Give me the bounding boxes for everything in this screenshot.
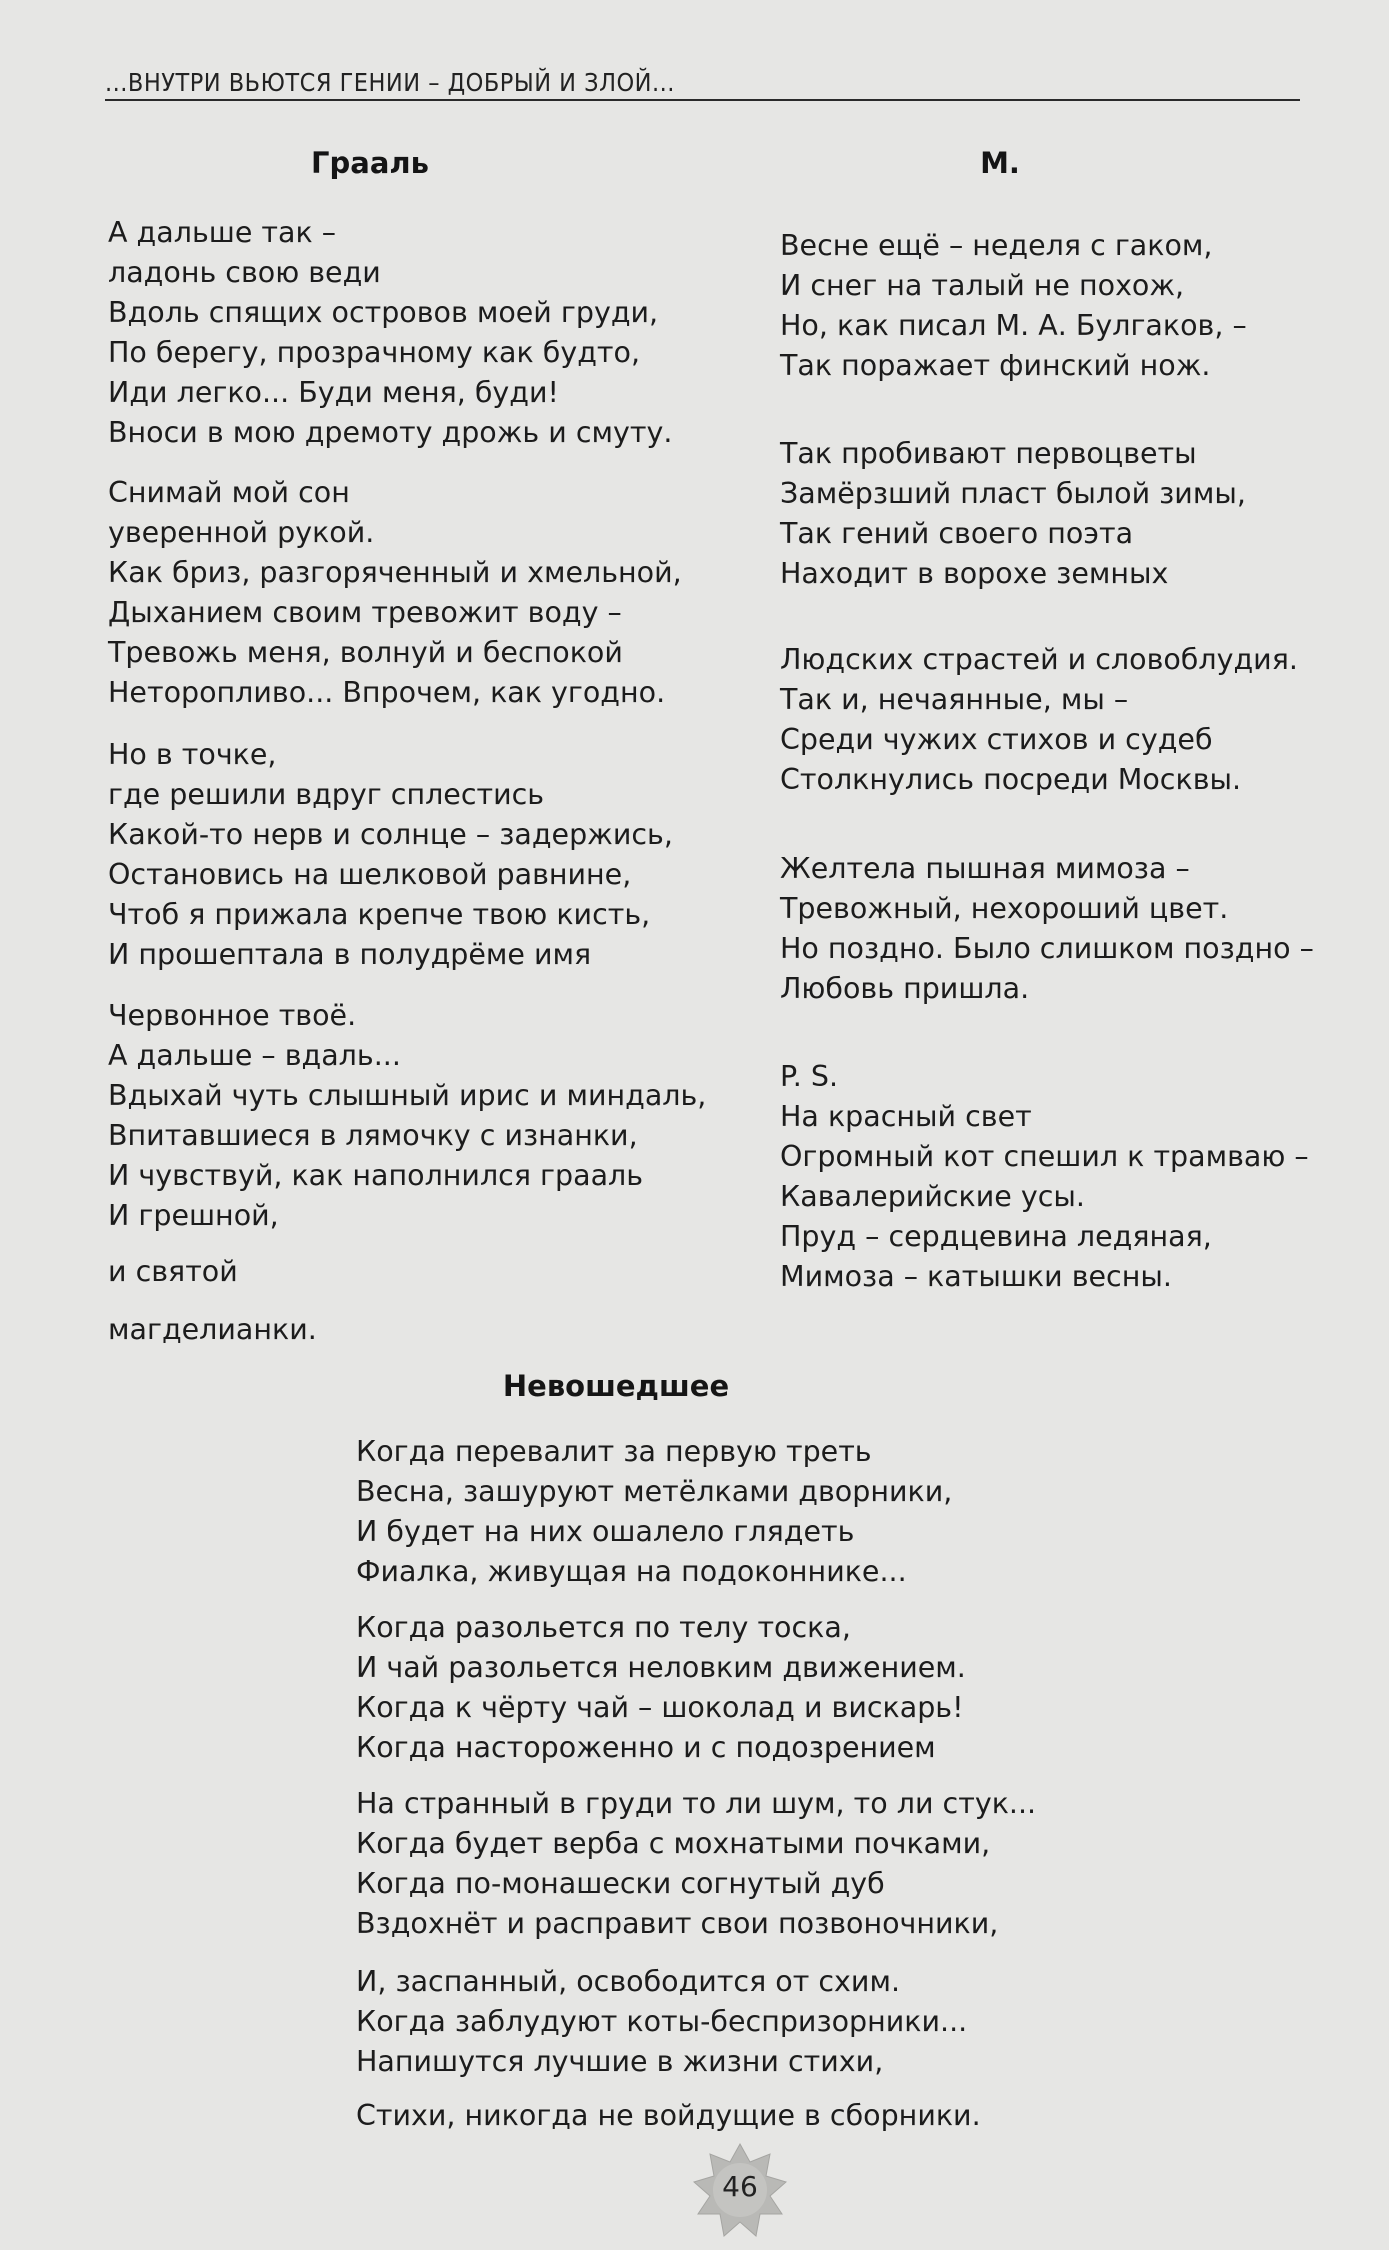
m-stanza-4 [780,849,1314,1009]
poem-line: Дыханием своим тревожит воду – [108,596,622,629]
poem-line: Весне ещё – неделя с гаком, [780,229,1213,262]
m-stanza-5-ps [780,1057,1309,1297]
poem-line: Когда заблудуют коты-беспризорники... [356,2005,968,2038]
graal-stanza-3 [108,735,673,975]
poem-line: Как бриз, разгоряченный и хмельной, [108,556,682,589]
m-stanza-1 [780,226,1247,386]
poem-line: И грешной, [108,1199,279,1232]
poem-line: Вдоль спящих островов моей груди, [108,296,659,329]
poem-line: магделианки. [108,1313,317,1346]
nevoshedshee-stanza-4 [356,1962,967,2082]
poem-line: Когда к чёрту чай – шоколад и вискарь! [356,1691,964,1724]
poem-line: Неторопливо... Впрочем, как угодно. [108,676,666,709]
poem-line: Любовь пришла. [780,972,1030,1005]
poem-line: Людских страстей и словоблудия. [780,643,1298,676]
page-number-ornament [690,2140,790,2240]
graal-stanza-2 [108,473,682,713]
poem-line: Когда разольется по телу тоска, [356,1611,851,1644]
poem-line: Когда настороженно и с подозрением [356,1731,936,1764]
poem-line: И прошептала в полудрёме имя [108,938,592,971]
nevoshedshee-stanza-3 [356,1784,1036,1944]
poem-line: Когда будет верба с мохнатыми почками, [356,1827,991,1860]
running-header: ...ВНУТРИ ВЬЮТСЯ ГЕНИИ – ДОБРЫЙ И ЗЛОЙ... [105,68,1300,101]
poem-line: Так и, нечаянные, мы – [780,683,1129,716]
poem-line: И будет на них ошалело глядеть [356,1515,855,1548]
poem-line: Находит в ворохе земных [780,557,1169,590]
poem-line: Червонное твоё. [108,999,357,1032]
poem-line: Весна, зашуруют метёлками дворники, [356,1475,953,1508]
poem-title-nevoshedshee: Невошедшее [502,1369,730,1403]
poem-line: Вноси в мою дремоту дрожь и смуту. [108,416,673,449]
poem-title-graal: Грааль [311,146,429,180]
poem-line: А дальше так – [108,216,336,249]
poem-line: Чтоб я прижала крепче твою кисть, [108,898,651,931]
poem-line: Фиалка, живущая на подоконнике... [356,1555,907,1588]
poem-line: Так гений своего поэта [780,517,1134,550]
poem-line: Но, как писал М. А. Булгаков, – [780,309,1247,342]
page-number: 46 [722,2170,758,2203]
poem-line: Среди чужих стихов и судеб [780,723,1213,756]
poem-line: Пруд – сердцевина ледяная, [780,1220,1212,1253]
poem-line: Напишутся лучшие в жизни стихи, [356,2045,884,2078]
poem-line: Вздохнёт и расправит свои позвоночники, [356,1907,999,1940]
poem-line: Вдыхай чуть слышный ирис и миндаль, [108,1079,707,1112]
poem-line: Но поздно. Было слишком поздно – [780,932,1314,965]
poem-line: Желтела пышная мимоза – [780,852,1190,885]
poem-line: Стихи, никогда не войдущие в сборники. [356,2099,981,2132]
poem-line: Замёрзший пласт былой зимы, [780,477,1246,510]
poem-line: Кавалерийские усы. [780,1180,1085,1213]
poem-line: Остановись на шелковой равнине, [108,858,632,891]
nevoshedshee-stanza-1 [356,1432,952,1592]
poem-line: Снимай мой сон [108,476,350,509]
graal-stanza-6 [108,1310,317,1350]
poem-line: Огромный кот спешил к трамваю – [780,1140,1309,1173]
poem-line: Так пробивают первоцветы [780,437,1197,470]
graal-stanza-1 [108,213,672,453]
poem-line: Тревожь меня, волнуй и беспокой [108,636,623,669]
poem-line: ладонь свою веди [108,256,381,289]
poem-line: А дальше – вдаль... [108,1039,401,1072]
m-stanza-2 [780,434,1246,594]
poem-line: На красный свет [780,1100,1032,1133]
poem-line: На странный в груди то ли шум, то ли стук... [356,1787,1037,1820]
poem-line: И чувствуй, как наполнился грааль [108,1159,644,1192]
nevoshedshee-stanza-5 [356,2096,981,2136]
poem-line: По берегу, прозрачному как будто, [108,336,641,369]
poem-line: Тревожный, нехороший цвет. [780,892,1229,925]
graal-stanza-5 [108,1252,238,1292]
nevoshedshee-stanza-2 [356,1608,966,1768]
graal-stanza-4 [108,996,706,1236]
poem-line: И, заспанный, освободится от схим. [356,1965,901,1998]
poem-line: Так поражает финский нож. [780,349,1211,382]
poem-line: уверенной рукой. [108,516,375,549]
poem-title-m: М. [980,146,1020,180]
poem-line: и святой [108,1255,238,1288]
poem-line: И чай разольется неловким движением. [356,1651,966,1684]
poem-line: где решили вдруг сплестись [108,778,545,811]
poem-line: P. S. [780,1060,839,1093]
m-stanza-3 [780,640,1298,800]
poem-line: Какой-то нерв и солнце – задержись, [108,818,673,851]
poem-line: Когда по-монашески согнутый дуб [356,1867,885,1900]
poem-line: Иди легко... Буди меня, буди! [108,376,559,409]
poem-line: Столкнулись посреди Москвы. [780,763,1242,796]
poem-line: И снег на талый не похож, [780,269,1185,302]
poem-line: Когда перевалит за первую треть [356,1435,872,1468]
poem-line: Мимоза – катышки весны. [780,1260,1172,1293]
poem-line: Но в точке, [108,738,277,771]
poem-line: Впитавшиеся в лямочку с изнанки, [108,1119,638,1152]
